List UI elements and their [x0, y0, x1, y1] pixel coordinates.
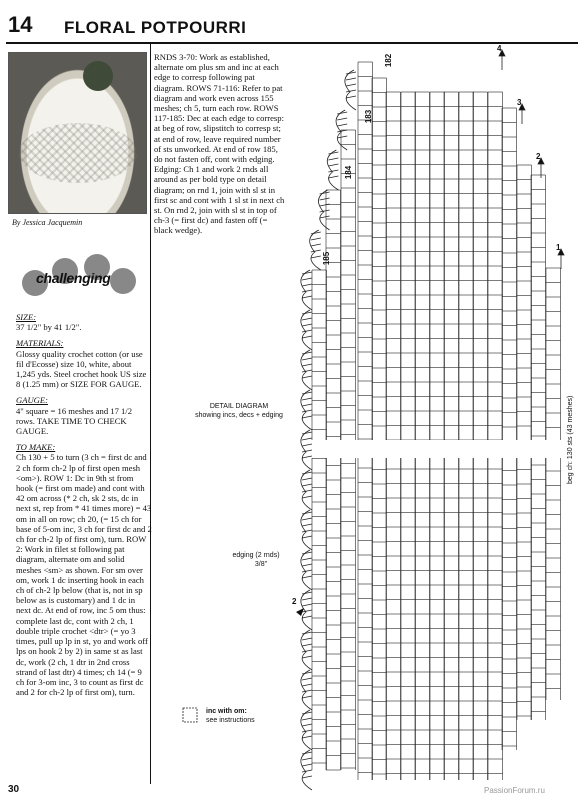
edging-stitch — [302, 512, 312, 514]
edging-stitch — [302, 312, 312, 314]
gauge-text: 4" square = 16 meshes and 17 1/2 rows. TAKE TIME TO CHECK GAUGE. — [16, 405, 132, 437]
edging-size: 3/8" — [254, 561, 268, 568]
watermark: PassionForum.ru — [484, 786, 545, 795]
inc-sublabel: see instructions — [206, 717, 255, 724]
edging-stitch — [346, 90, 356, 92]
edging-stitch — [302, 616, 312, 618]
edging-stitch — [302, 324, 312, 326]
edging-stitch — [302, 524, 312, 526]
diagram-break — [300, 440, 570, 458]
make-heading: TO MAKE: — [16, 442, 56, 453]
edging-stitch — [302, 730, 312, 732]
edging-stitch — [302, 638, 312, 640]
rounds-text: RNDS 3-70: Work as established, alternate om plus sm and inc at each edge to corresp following pat diagram. ROWS 71-116: Refer to pat diagram and work even across 155 meshes; ch 5, turn each row. ROWS 117-185: Dec at each edge to corresp: at beg of row, slipstitch to corresp st; at end of row, leave required number of sts unworked. At end of row 185, do not fasten off, cont with edging. Edging: Ch 1 and work 2 rnds all around as per bold type on detail diagram; on rnd 1, join with sl st in first sc and cont with 1 sl st in next ch st. On rnd 2, join with sl st in top of ch-3 (= first dc) and fasten off (= black wedge). — [154, 52, 285, 236]
row-number-185: 185 — [322, 251, 332, 266]
edging-stitch — [302, 496, 312, 498]
edging-stitch — [302, 290, 312, 292]
edging-stitch — [346, 84, 356, 86]
edging-stitch — [302, 432, 312, 434]
edging-stitch — [302, 364, 312, 366]
edging-stitch — [320, 204, 330, 206]
edging-stitch — [346, 78, 356, 80]
edging-stitch — [302, 684, 312, 686]
edging-stitch — [328, 152, 338, 154]
edging-stitch — [302, 776, 312, 778]
arrow-number-1: 1 — [556, 243, 561, 252]
edging-stitch — [302, 724, 312, 726]
row-number-182: 182 — [384, 53, 394, 68]
edging-stitch — [302, 518, 312, 520]
edging-stitch — [302, 330, 312, 332]
edging-stitch — [302, 650, 312, 652]
pattern-number: 14 — [8, 12, 33, 37]
edging-stitch — [302, 656, 312, 658]
row-number-184: 184 — [344, 165, 354, 180]
edging-stitch — [302, 416, 312, 418]
edging-stitch — [302, 404, 312, 406]
inc-symbol — [183, 708, 197, 722]
edging-stitch — [328, 158, 338, 160]
difficulty-label: challenging — [36, 270, 111, 286]
edging-stitch — [302, 672, 312, 674]
edging-stitch — [302, 752, 312, 754]
edging-stitch — [302, 318, 312, 320]
designer-byline: By Jessica Jacquemin — [12, 218, 83, 227]
edging-stitch — [302, 718, 312, 720]
detail-diagram-subtitle: showing incs, decs + edging — [195, 412, 283, 419]
edging-stitch — [311, 232, 321, 234]
edging-stitch — [337, 124, 347, 126]
edging-stitch — [311, 238, 321, 240]
row-number-183: 183 — [364, 109, 374, 124]
pattern-title: FLORAL POTPOURRI — [64, 18, 247, 37]
detail-diagram-title: DETAIL DIAGRAM — [209, 403, 269, 410]
edging-stitch — [302, 690, 312, 692]
edging-stitch — [337, 136, 347, 138]
arrow-number-4: 4 — [497, 44, 502, 53]
edging-stitch — [302, 712, 312, 714]
arrow-number-3: 3 — [517, 98, 522, 107]
edging-stitch — [328, 176, 338, 178]
edging-stitch — [302, 592, 312, 594]
edging-stitch — [302, 576, 312, 578]
edging-stitch — [302, 272, 312, 274]
edging-stitch — [311, 250, 321, 252]
materials-heading: MATERIALS: — [16, 338, 64, 349]
arrow-number-2: 2 — [536, 152, 541, 161]
edging-stitch — [302, 604, 312, 606]
edging-stitch — [302, 570, 312, 572]
edging-stitch — [302, 530, 312, 532]
edging-stitch — [320, 216, 330, 218]
edging-stitch — [302, 736, 312, 738]
edging-stitch — [302, 564, 312, 566]
edging-stitch — [302, 632, 312, 634]
edging-stitch — [302, 598, 312, 600]
edging-label: edging (2 rnds) — [232, 552, 280, 559]
edging-stitch — [302, 358, 312, 360]
size-text: 37 1/2" by 41 1/2". — [16, 322, 82, 333]
edging-stitch — [302, 352, 312, 354]
edging-stitch — [302, 552, 312, 554]
arrow-number-2-lower: 2 — [292, 597, 297, 606]
edging-stitch — [328, 170, 338, 172]
edging-stitch — [302, 536, 312, 538]
edging-stitch — [302, 472, 312, 474]
edging-stitch — [302, 678, 312, 680]
edging-stitch — [337, 118, 347, 120]
make-text: Ch 130 + 5 to turn (3 ch = first dc and 2 ch form ch-2 lp of first open mesh <om>). ROW 1: Dc in 9th st from hook (= first om made) and cont with 42 om across (* 2 ch, sk 2 sts, dc in next st, rep from * 41 times more) = 43 om in all on row; ch 20, (= 15 ch for base of 5-om inc, 3 ch for first dc and 2 ch for ch-2 lp of first om), turn. ROW 2: Work in filet st following pat diagram, alternate om and solid meshes <sm> as shown. For sm over om, work 1 dc inserting hook in each ch of ch-2 lp below (that is, not in sp below as is customary) and 1 dc in next dc. At end of row, inc 5 om thus: complete last dc, cont with 2 ch, 1 double triple crochet <dtr> (= yo 3 times, pull up lp in st, yo and work off lps on hook 2 by 2) in same st as last dc, work (2 ch, 1 dtr in 2nd cross strand of last dtr) 4 times; ch 14 (= 9 ch for 3-om inc, 3 to count as first dc and 2 for ch-2 lp of first om), turn. — [16, 452, 152, 698]
edging-stitch — [320, 198, 330, 200]
edging-stitch — [302, 558, 312, 560]
edging-stitch — [302, 398, 312, 400]
edging-stitch — [302, 376, 312, 378]
edging-stitch — [302, 478, 312, 480]
edging-stitch — [302, 770, 312, 772]
edging-stitch — [302, 284, 312, 286]
edging-stitch — [320, 210, 330, 212]
edging-stitch — [302, 644, 312, 646]
edging-stitch — [302, 392, 312, 394]
materials-text: Glossy quality crochet cotton (or use fil d'Ecosse) size 10, white, about 1,245 yds. Steel crochet hook US size 8 (1.25 mm) or SIZE FOR GAUGE. — [16, 348, 147, 390]
edging-stitch — [302, 296, 312, 298]
edging-stitch — [337, 112, 347, 114]
edging-stitch — [302, 370, 312, 372]
inc-label: inc with om: — [206, 708, 247, 715]
edging-stitch — [302, 490, 312, 492]
page-number: 30 — [8, 784, 20, 795]
edging-stitch — [328, 164, 338, 166]
edging-stitch — [302, 410, 312, 412]
edging-stitch — [346, 96, 356, 98]
edging-stitch — [346, 72, 356, 74]
edging-stitch — [320, 192, 330, 194]
edging-stitch — [302, 610, 312, 612]
beg-chain-label: beg ch: 130 sts (43 meshes) — [567, 395, 574, 484]
edging-stitch — [302, 278, 312, 280]
edging-stitch — [302, 696, 312, 698]
edging-stitch — [302, 758, 312, 760]
gauge-heading: GAUGE: — [16, 395, 48, 406]
filet-grid — [300, 62, 570, 780]
size-heading: SIZE: — [16, 312, 37, 322]
edging-stitch — [311, 244, 321, 246]
edging-stitch — [302, 484, 312, 486]
edging-stitch — [311, 256, 321, 258]
edging-stitch — [302, 336, 312, 338]
edging-stitch — [302, 764, 312, 766]
edging-stitch — [302, 438, 312, 440]
